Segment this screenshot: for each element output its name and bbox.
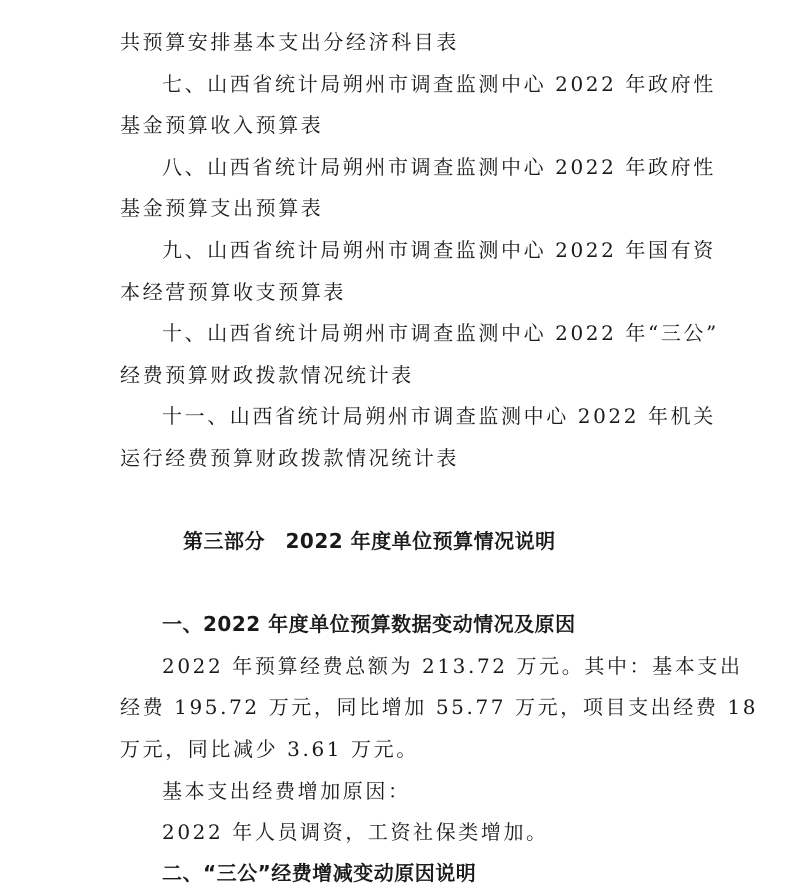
toc-item-10-line-2: 经费预算财政拨款情况统计表 — [120, 363, 414, 387]
toc-item-9-line-1: 九、山西省统计局朔州市调查监测中心 2022 年国有资 — [162, 238, 716, 262]
toc-item-7-line-1: 七、山西省统计局朔州市调查监测中心 2022 年政府性 — [162, 72, 716, 96]
section-one-paragraph-line-2: 经费 195.72 万元，同比增加 55.77 万元，项目支出经费 18 — [120, 695, 759, 719]
toc-item-10-line-1: 十、山西省统计局朔州市调查监测中心 2022 年“三公” — [162, 321, 719, 345]
toc-item-8-line-2: 基金预算支出预算表 — [120, 196, 324, 220]
part-three-title: 第三部分 2022 年度单位预算情况说明 — [183, 529, 556, 553]
toc-item-9-line-2: 本经营预算收支预算表 — [120, 280, 346, 304]
toc-item-11-line-2: 运行经费预算财政拨款情况统计表 — [120, 446, 459, 470]
basic-expense-reason-text: 2022 年人员调资，工资社保类增加。 — [162, 820, 549, 844]
section-two-heading: 二、“三公”经费增减变动原因说明 — [162, 861, 477, 885]
section-one-paragraph-line-3: 万元，同比减少 3.61 万元。 — [120, 737, 419, 761]
toc-item-6-continuation: 共预算安排基本支出分经济科目表 — [120, 30, 459, 54]
section-one-heading: 一、2022 年度单位预算数据变动情况及原因 — [162, 612, 576, 636]
section-one-paragraph-line-1: 2022 年预算经费总额为 213.72 万元。其中：基本支出 — [162, 654, 743, 678]
toc-item-7-line-2: 基金预算收入预算表 — [120, 113, 324, 137]
toc-item-11-line-1: 十一、山西省统计局朔州市调查监测中心 2022 年机关 — [162, 404, 716, 428]
basic-expense-reason-label: 基本支出经费增加原因： — [162, 779, 411, 803]
toc-item-8-line-1: 八、山西省统计局朔州市调查监测中心 2022 年政府性 — [162, 155, 716, 179]
